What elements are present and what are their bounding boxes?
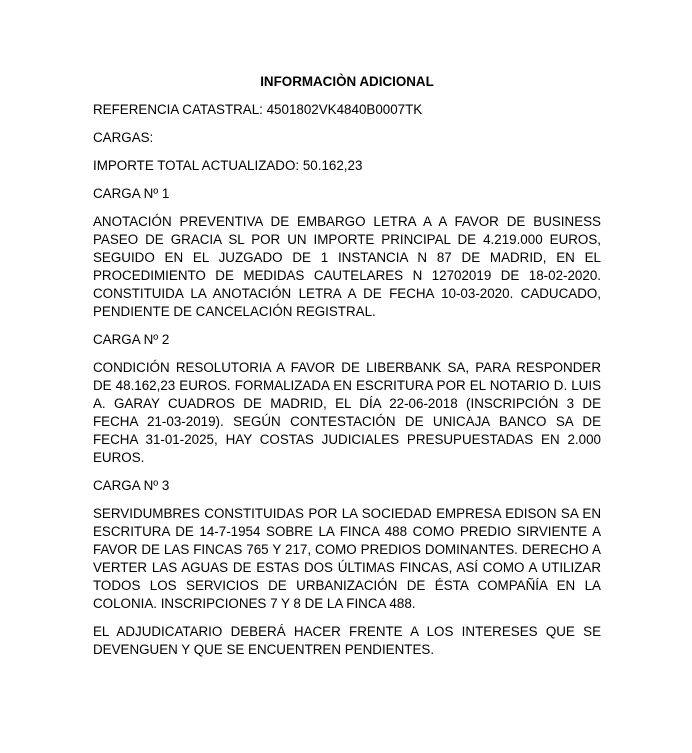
- carga-3-text: SERVIDUMBRES CONSTITUIDAS POR LA SOCIEDAD EMPRESA EDISON SA EN ESCRITURA DE 14-7-1954 SOBRE LA FINCA 488 COMO PREDIO SIRVIENTE A FAVOR DE LAS FINCAS 765 Y 217, COMO PREDIOS DOMINANTES. DERECHO A VERTER LAS AGUAS DE ESTAS DOS ÚLTIMAS FINCAS, ASÍ COMO A UTILIZAR TODOS LOS SERVICIOS DE URBANIZACIÓN DE ÉSTA COMPAÑÍA EN LA COLONIA. INSCRIPCIONES 7 Y 8 DE LA FINCA 488.: [93, 506, 601, 611]
- closing-paragraph: EL ADJUDICATARIO DEBERÁ HACER FRENTE A LOS INTERESES QUE SE DEVENGUEN Y QUE SE ENCUENTREN PENDIENTES.: [93, 624, 601, 657]
- importe-total: IMPORTE TOTAL ACTUALIZADO: 50.162,23: [93, 158, 363, 173]
- carga-1-label: CARGA Nº 1: [93, 186, 170, 201]
- document-body: [93, 73, 601, 669]
- carga-1-text: ANOTACIÓN PREVENTIVA DE EMBARGO LETRA A A FAVOR DE BUSINESS PASEO DE GRACIA SL POR UN IMPORTE PRINCIPAL DE 4.219.000 EUROS, SEGUIDO EN EL JUZGADO DE 1 INSTANCIA N 87 DE MADRID, EN EL PROCEDIMIENTO DE MEDIDAS CAUTELARES N 12702019 DE 18-02-2020. CONSTITUIDA LA ANOTACIÓN LETRA A DE FECHA 10-03-2020. CADUCADO, PENDIENTE DE CANCELACIÓN REGISTRAL.: [93, 214, 601, 319]
- cargas-heading: CARGAS:: [93, 130, 154, 145]
- carga-3-label: CARGA Nº 3: [93, 478, 170, 493]
- document-title: INFORMACIÒN ADICIONAL: [260, 74, 434, 89]
- carga-2-label: CARGA Nº 2: [93, 332, 170, 347]
- referencia-catastral: REFERENCIA CATASTRAL: 4501802VK4840B0007TK: [93, 102, 423, 117]
- carga-2-text: CONDICIÓN RESOLUTORIA A FAVOR DE LIBERBANK SA, PARA RESPONDER DE 48.162,23 EUROS. FORMALIZADA EN ESCRITURA POR EL NOTARIO D. LUIS A. GARAY CUADROS DE MADRID, EL DÍA 22-06-2018 (INSCRIPCIÓN 3 DE FECHA 21-03-2019). SEGÚN CONTESTACIÓN DE UNICAJA BANCO SA DE FECHA 31-01-2025, HAY COSTAS JUDICIALES PRESUPUESTADAS EN 2.000 EUROS.: [93, 360, 601, 465]
